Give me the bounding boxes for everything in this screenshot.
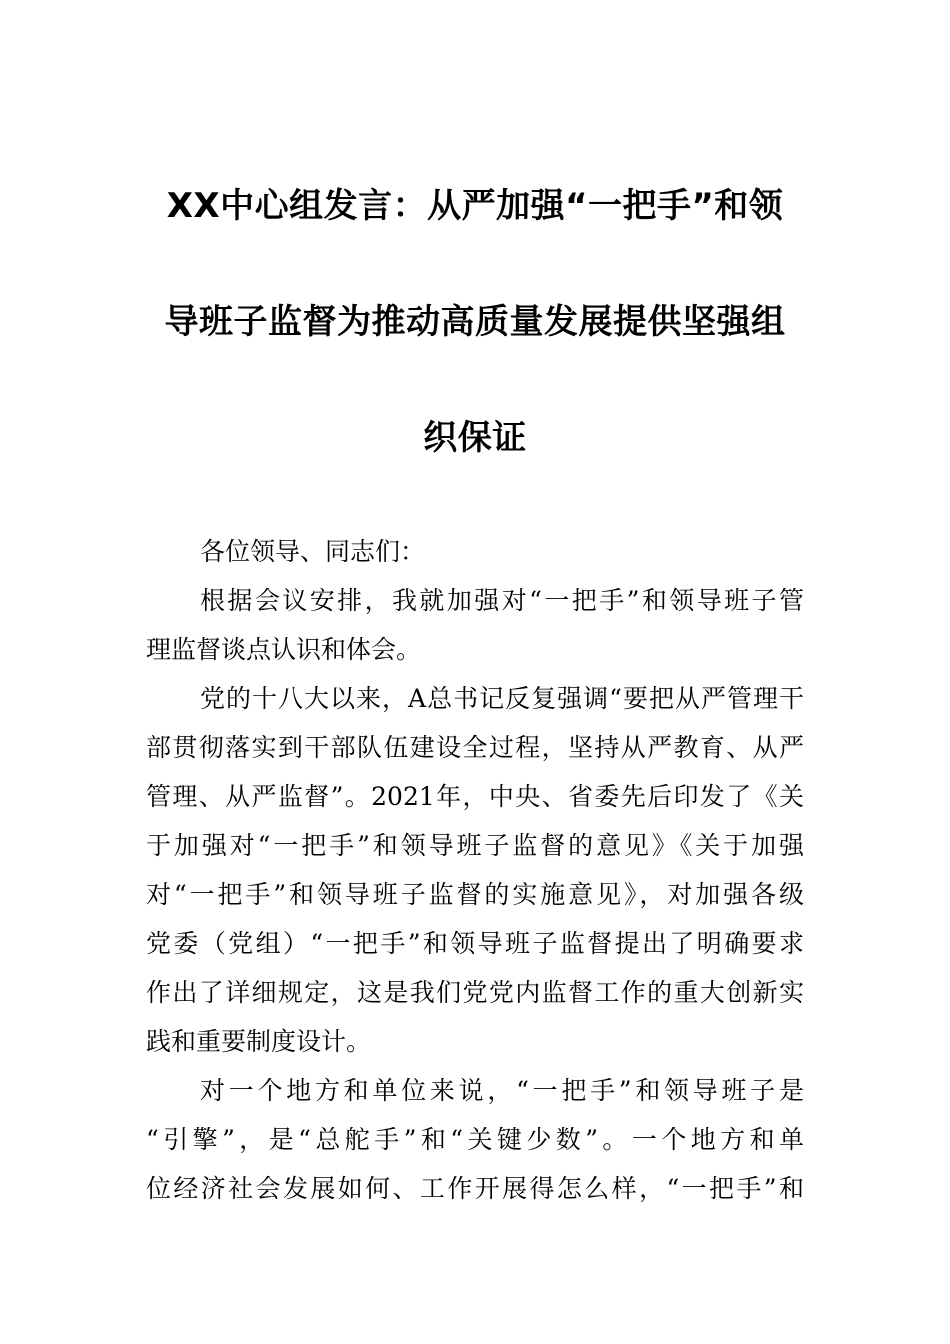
paragraph-line: 管理、从严监督”。2021年，中央、省委先后印发了《关: [146, 782, 804, 811]
document-title: [146, 148, 804, 496]
paragraph-line: 党的十八大以来，A总书记反复强调“要把从严管理干: [200, 684, 804, 713]
title-line: 导班子监督为推动高质量发展提供坚强组: [164, 302, 786, 342]
paragraph-line: 于加强对“一把手”和领导班子监督的意见》《关于加强: [146, 831, 804, 860]
paragraph-line: 理监督谈点认识和体会。: [146, 635, 422, 664]
paragraph-line: 部贯彻落实到干部队伍建设全过程，坚持从严教育、从严: [146, 733, 804, 762]
paragraph-line: “引擎”，是“总舵手”和“关键少数”。一个地方和单: [146, 1125, 804, 1154]
paragraph-line: 作出了详细规定，这是我们党党内监督工作的重大创新实: [146, 978, 804, 1007]
paragraph-line: 践和重要制度设计。: [146, 1027, 372, 1056]
paragraph-line: 对一个地方和单位来说，“一把手”和领导班子是: [200, 1076, 804, 1105]
title-line: 织保证: [423, 418, 527, 458]
paragraph-line: 根据会议安排，我就加强对“一把手”和领导班子管: [200, 586, 804, 615]
paragraph-line: 党委（党组）“一把手”和领导班子监督提出了明确要求: [146, 929, 804, 958]
paragraph-line: 位经济社会发展如何、工作开展得怎么样，“一把手”和: [146, 1174, 804, 1203]
title-line: XX中心组发言：从严加强“一把手”和领: [166, 186, 784, 226]
paragraph-line: 对“一把手”和领导班子监督的实施意见》，对加强各级: [146, 880, 804, 909]
document-body: [146, 527, 804, 1213]
salutation: 各位领导、同志们：: [200, 537, 426, 566]
